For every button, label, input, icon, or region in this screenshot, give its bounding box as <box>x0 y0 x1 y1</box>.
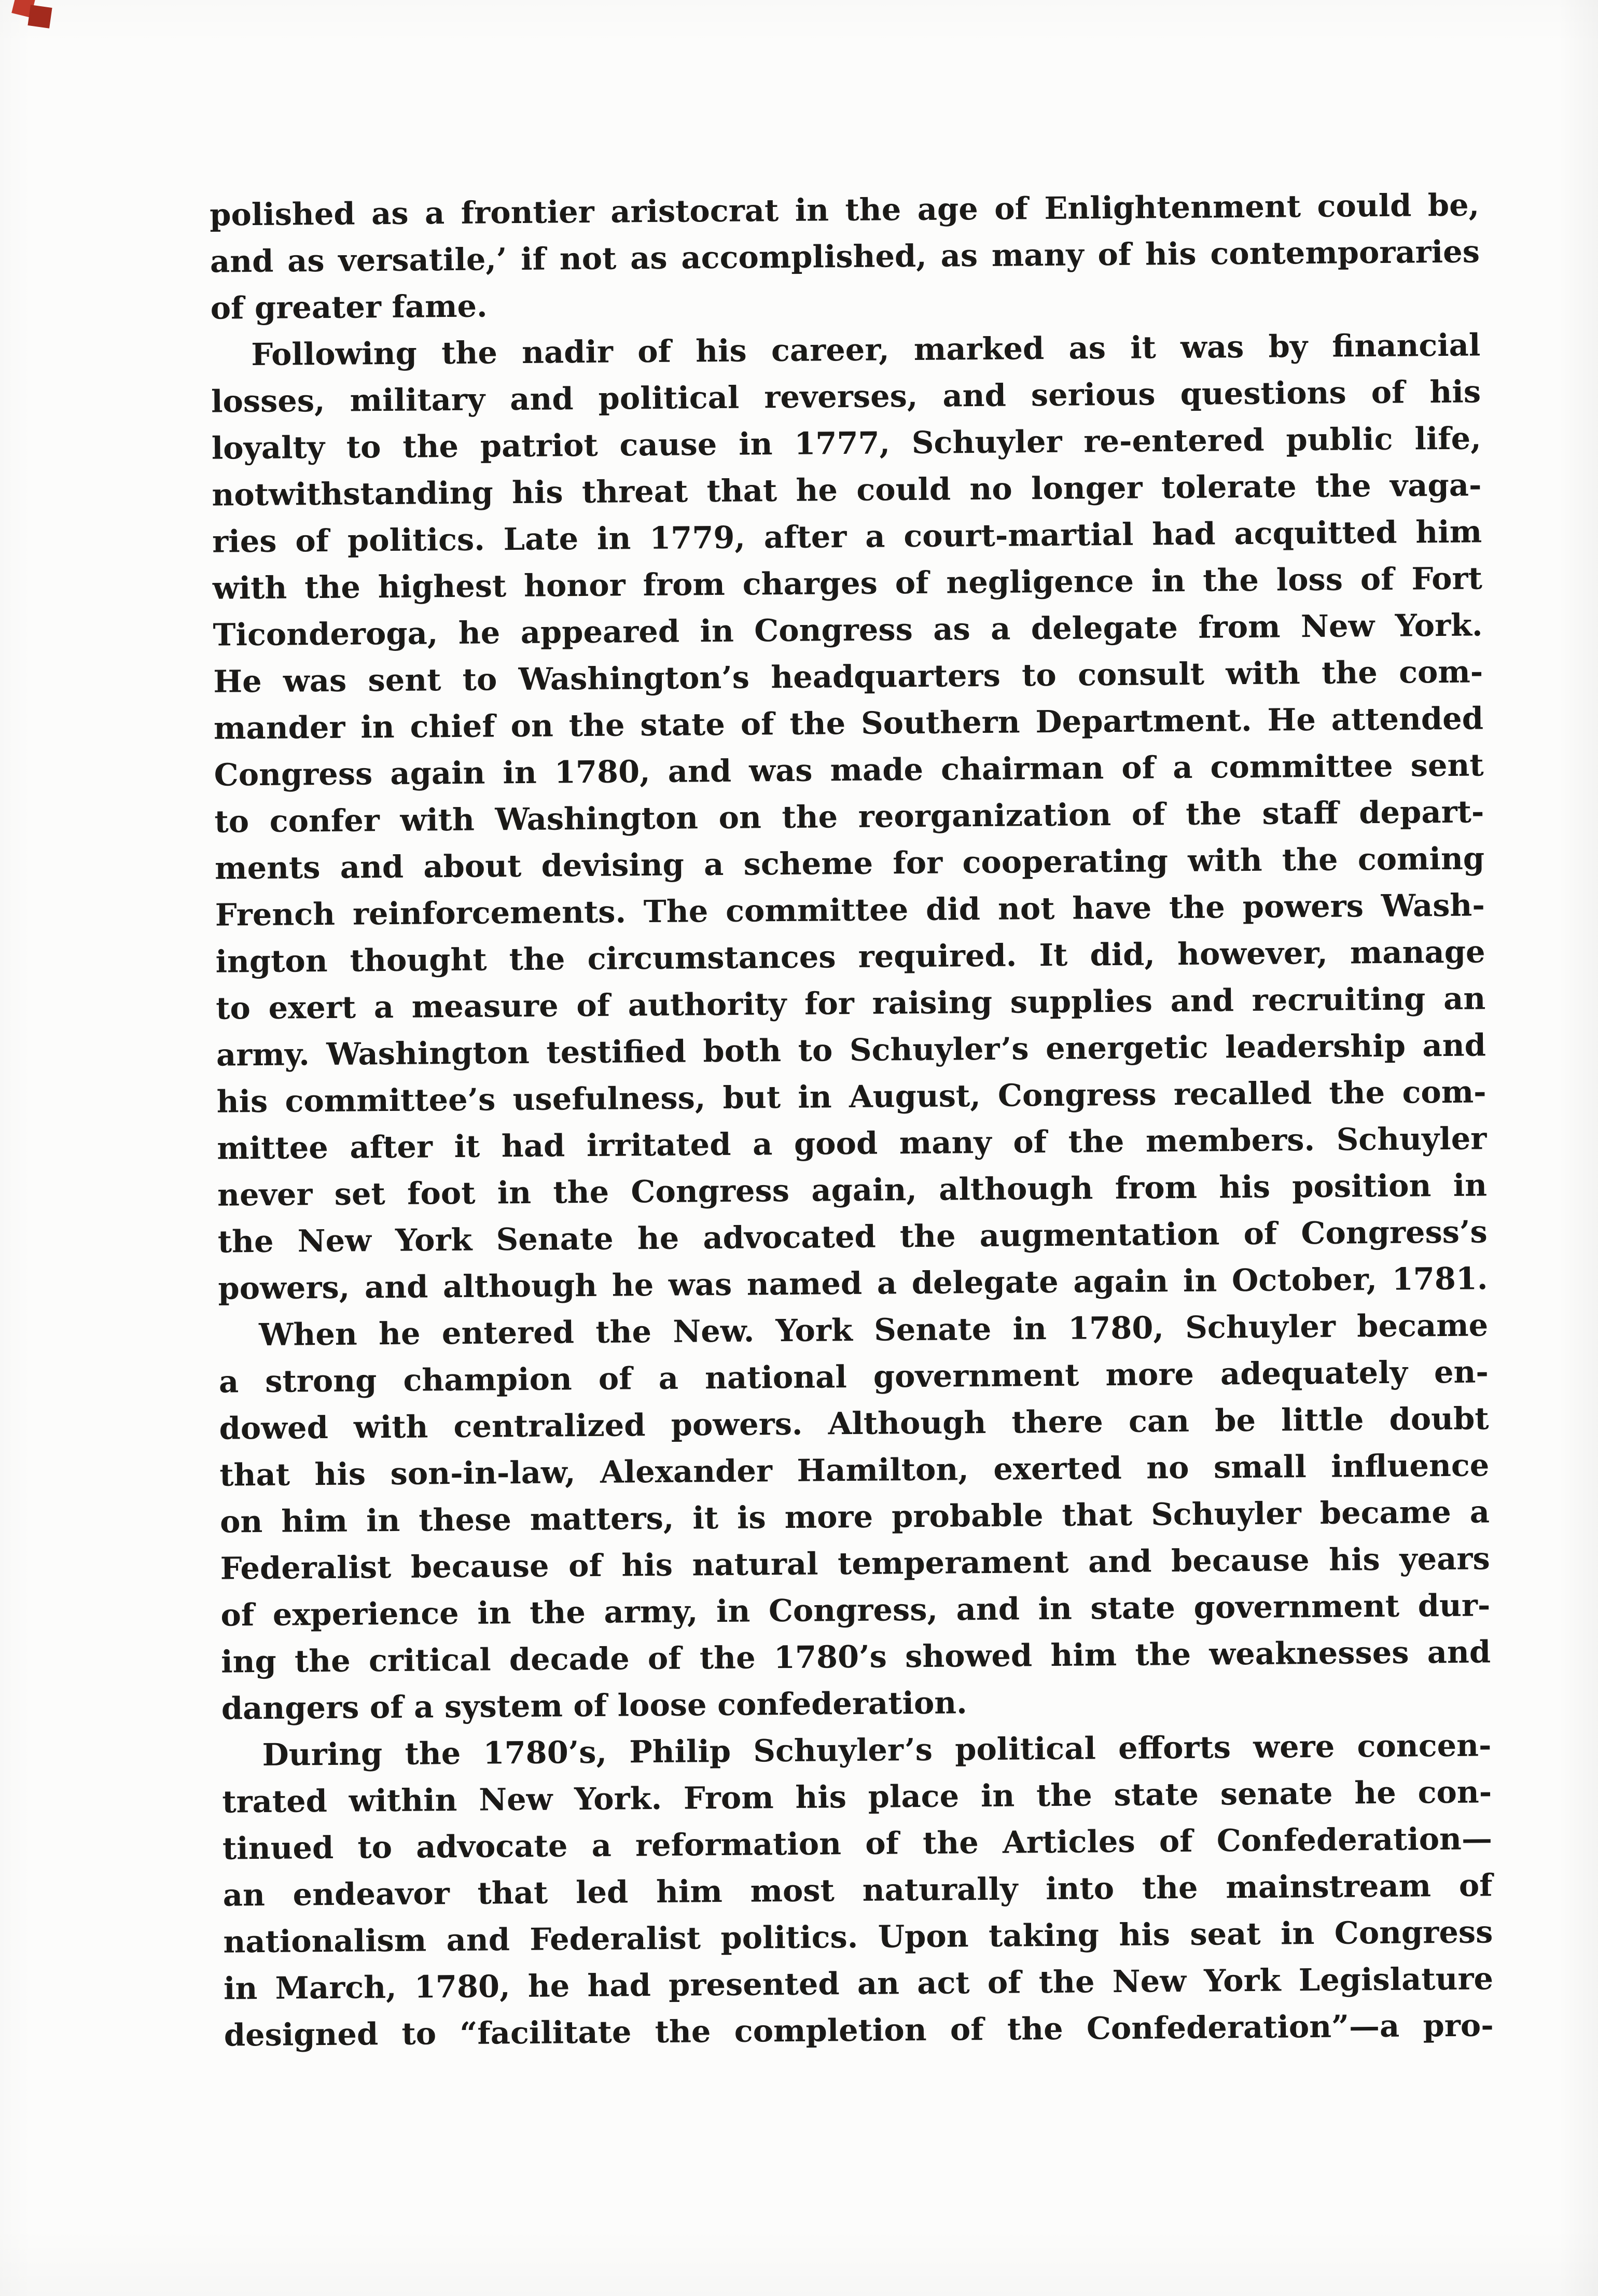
text-line: with the highest honor from charges of negligence in the loss of Fort <box>212 560 1483 606</box>
text-line: He was sent to Washington’s headquarters to consult with the com- <box>213 653 1483 700</box>
text-line: his committee’s usefulness, but in August, Congress recalled the com- <box>216 1074 1486 1120</box>
text-line: ing the critical decade of the 1780’s showed him the weaknesses and <box>220 1634 1491 1680</box>
text-line: to confer with Washington on the reorganization of the staff depart- <box>214 794 1484 840</box>
text-line: to exert a measure of authority for raising supplies and recruiting an <box>215 980 1486 1026</box>
text-line: an endeavor that led him most naturally into the mainstream of <box>223 1867 1493 1913</box>
text-line: designed to “facilitate the completion of the Confederation”—a pro- <box>224 2007 1494 2053</box>
text-line: During the 1780’s, Philip Schuyler’s political efforts were concen- <box>262 1727 1492 1773</box>
text-line: that his son-in-law, Alexander Hamilton, exerted no small influence <box>219 1447 1490 1493</box>
text-line: mittee after it had irritated a good many of the members. Schuyler <box>217 1120 1487 1166</box>
text-line: powers, and although he was named a delegate again in October, 1781. <box>218 1260 1488 1306</box>
text-line: army. Washington testified both to Schuyler’s energetic leadership and <box>216 1027 1486 1073</box>
text-line: in March, 1780, he had presented an act of the New York Legislature <box>223 1960 1494 2007</box>
text-line: trated within New York. From his place in the state senate he con- <box>222 1774 1492 1820</box>
text-line: French reinforcements. The committee did not have the powers Wash- <box>215 887 1485 933</box>
text-line: dowed with centralized powers. Although there can be little doubt <box>219 1400 1489 1446</box>
text-line: losses, military and political reverses, and serious questions of his <box>211 373 1481 420</box>
text-line: dangers of a system of loose confederation. <box>221 1685 967 1727</box>
text-line: loyalty to the patriot cause in 1777, Schuyler re-entered public life, <box>211 420 1481 466</box>
text-line: of experience in the army, in Congress, and in state government dur- <box>220 1587 1491 1633</box>
text-line: and as versatile,’ if not as accomplished, as many of his contemporaries <box>210 233 1480 280</box>
text-line: a strong champion of a national government more adequately en- <box>218 1354 1489 1400</box>
text-line: on him in these matters, it is more probable that Schuyler became a <box>219 1494 1490 1540</box>
text-line: of greater fame. <box>210 288 488 326</box>
text-line: Ticonderoga, he appeared in Congress as a delegate from New York. <box>213 607 1483 653</box>
text-line: polished as a frontier aristocrat in the age of Enlightenment could be, <box>209 187 1480 233</box>
page-text-block <box>210 182 1494 2058</box>
text-line: When he entered the New. York Senate in 1780, Schuyler became <box>258 1307 1489 1353</box>
text-line: ries of politics. Late in 1779, after a court-martial had acquitted him <box>212 513 1482 560</box>
text-line: ington thought the circumstances required. It did, however, manage <box>215 934 1485 980</box>
text-line: notwithstanding his threat that he could no longer tolerate the vaga- <box>212 467 1482 513</box>
text-line: never set foot in the Congress again, although from his position in <box>217 1167 1488 1213</box>
text-line: mander in chief on the state of the Southern Department. He attended <box>213 700 1484 746</box>
text-line: the New York Senate he advocated the augmentation of Congress’s <box>217 1214 1488 1260</box>
text-line: Following the nadir of his career, marked as it was by financial <box>251 327 1481 373</box>
text-line: ments and about devising a scheme for cooperating with the coming <box>214 840 1485 886</box>
text-line: tinued to advocate a reformation of the Articles of Confederation— <box>222 1820 1493 1867</box>
text-line: Federalist because of his natural temperament and because his years <box>220 1540 1490 1587</box>
red-ink-mark-2 <box>27 5 52 28</box>
text-line: Congress again in 1780, and was made chairman of a committee sent <box>214 747 1484 793</box>
text-line: nationalism and Federalist politics. Upon taking his seat in Congress <box>223 1914 1493 1960</box>
